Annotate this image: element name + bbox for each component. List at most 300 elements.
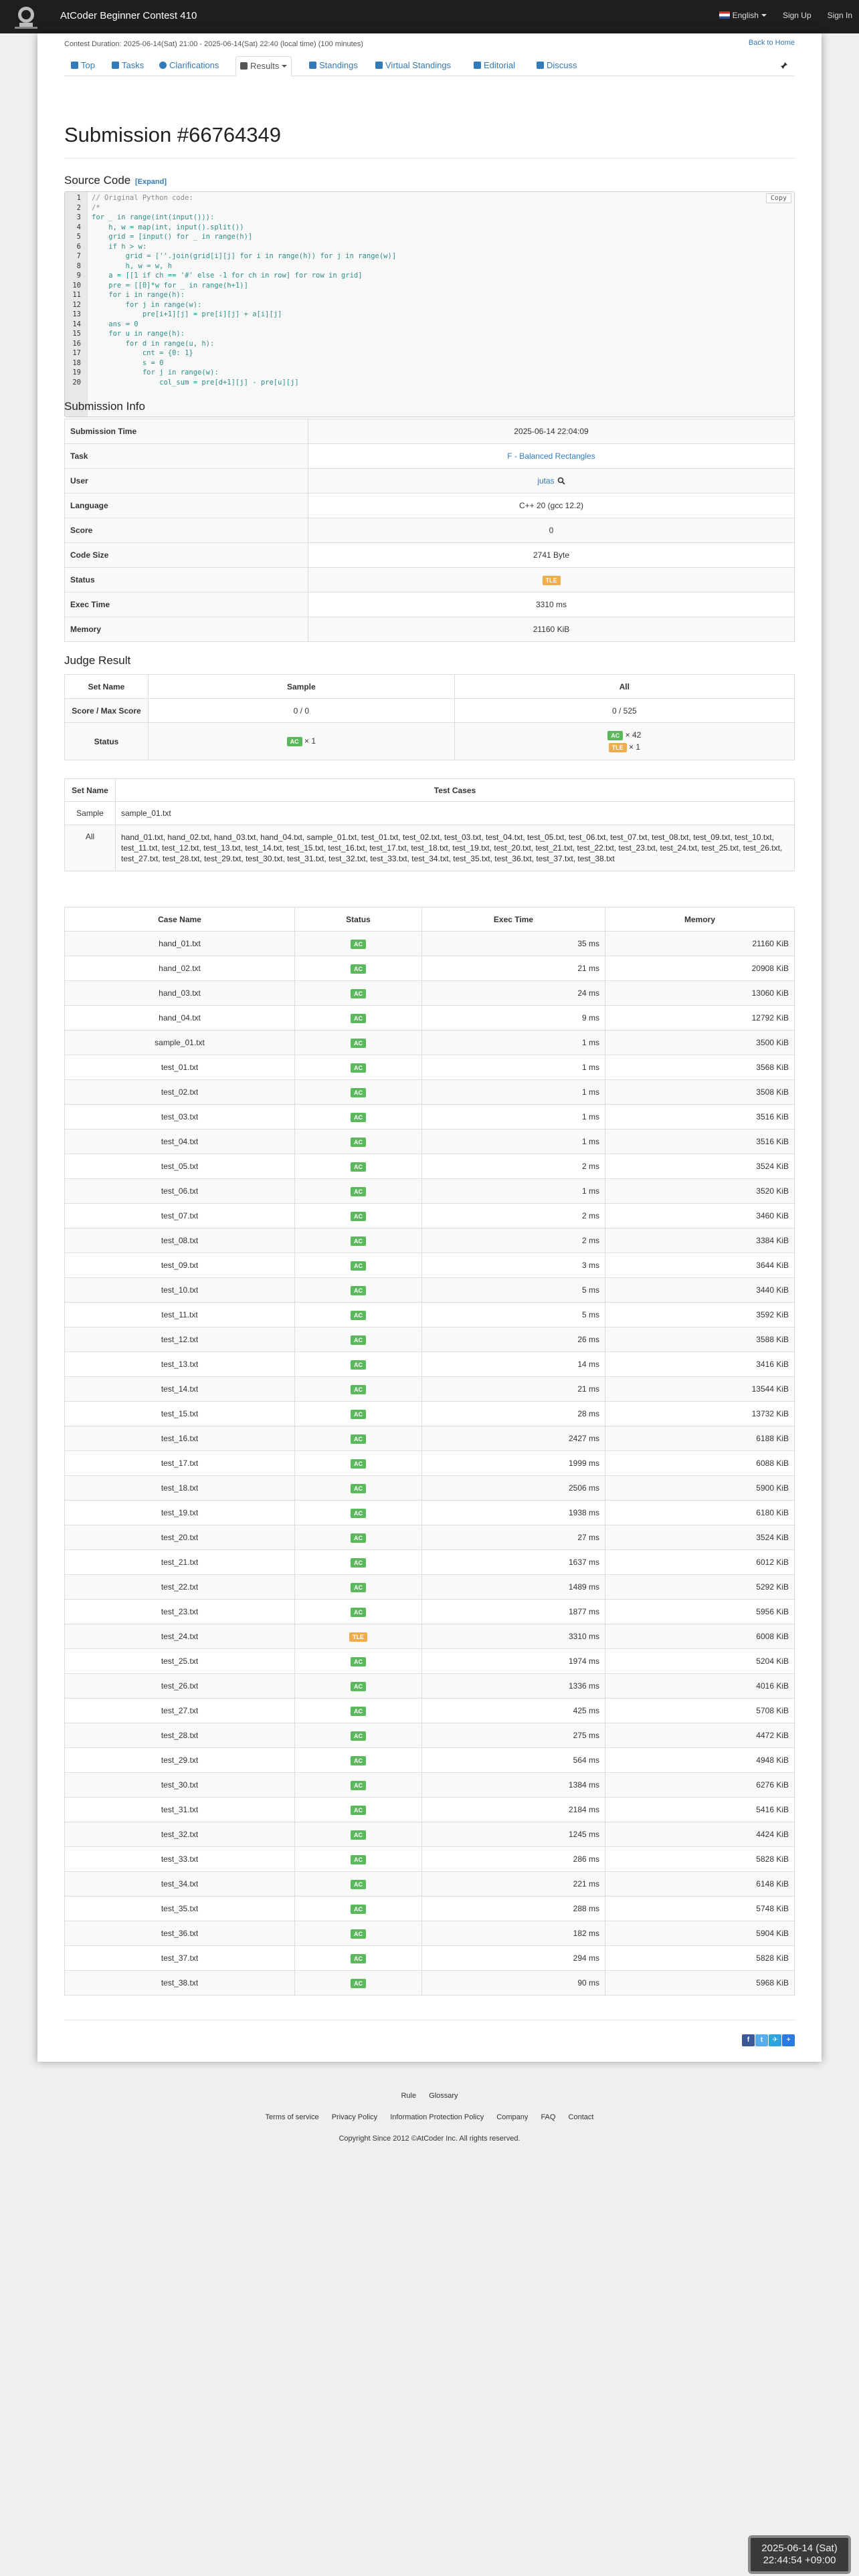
sample-status: AC × 1: [149, 723, 455, 760]
footer-faq-link[interactable]: FAQ: [541, 2113, 556, 2121]
user-link[interactable]: jutas: [537, 476, 555, 486]
footer-links-bottom: [0, 2113, 859, 2121]
case-exec-time: 2184 ms: [422, 1798, 605, 1822]
info-key: Score: [65, 518, 308, 543]
ac-badge: AC: [351, 1385, 366, 1394]
table-row: [65, 1575, 795, 1600]
line-number: 15: [72, 330, 81, 338]
case-status: [295, 1476, 422, 1501]
page-title: Submission #66764349: [64, 123, 282, 146]
case-status: [295, 981, 422, 1006]
task-link[interactable]: F - Balanced Rectangles: [507, 451, 595, 461]
footer-contact-link[interactable]: Contact: [568, 2113, 594, 2121]
table-row: [65, 1872, 795, 1897]
footer-terms-link[interactable]: Terms of service: [265, 2113, 319, 2121]
code-line: for u in range(h):: [92, 330, 185, 338]
ac-badge: AC: [351, 964, 366, 974]
line-number: 3: [76, 213, 81, 221]
info-key: Exec Time: [65, 593, 308, 617]
case-memory: 3520 KiB: [605, 1179, 795, 1204]
question-icon: [159, 62, 167, 69]
case-exec-time: 21 ms: [422, 1377, 605, 1402]
case-name: test_19.txt: [65, 1501, 295, 1525]
col-test-cases: Test Cases: [116, 779, 795, 802]
table-row: [65, 1946, 795, 1971]
case-status: [295, 1624, 422, 1649]
case-memory: 13544 KiB: [605, 1377, 795, 1402]
case-name: test_24.txt: [65, 1624, 295, 1649]
table-row: [65, 1624, 795, 1649]
case-memory: 3440 KiB: [605, 1278, 795, 1303]
home-icon: [71, 62, 78, 69]
line-number: 8: [76, 261, 81, 270]
case-name: test_37.txt: [65, 1946, 295, 1971]
col-sample: Sample: [149, 675, 455, 699]
case-name: test_13.txt: [65, 1352, 295, 1377]
footer-glossary-link[interactable]: Glossary: [429, 2092, 458, 2100]
table-row: [65, 1130, 795, 1154]
expand-link[interactable]: [Expand]: [134, 178, 167, 186]
info-key: User: [65, 469, 308, 494]
code-line: for j in range(w):: [92, 300, 202, 309]
case-status: [295, 1204, 422, 1228]
case-memory: 4424 KiB: [605, 1822, 795, 1847]
line-number: 13: [72, 310, 81, 318]
case-status: [295, 1525, 422, 1550]
case-status: [295, 1798, 422, 1822]
info-value: 2741 Byte: [308, 543, 795, 568]
ac-badge: AC: [351, 1162, 366, 1172]
case-name: test_20.txt: [65, 1525, 295, 1550]
case-exec-time: 1974 ms: [422, 1649, 605, 1674]
case-exec-time: 1637 ms: [422, 1550, 605, 1575]
code-line: for j in range(w):: [92, 368, 219, 377]
case-memory: 5904 KiB: [605, 1921, 795, 1946]
all-score: 0 / 525: [454, 699, 794, 723]
ac-badge: AC: [351, 1880, 366, 1889]
case-status: [295, 1699, 422, 1723]
case-name: hand_03.txt: [65, 981, 295, 1006]
case-name: test_03.txt: [65, 1105, 295, 1130]
set-name-all: All: [65, 825, 116, 871]
case-status: [295, 1228, 422, 1253]
case-exec-time: 14 ms: [422, 1352, 605, 1377]
case-exec-time: 35 ms: [422, 932, 605, 956]
table-row: [65, 1897, 795, 1921]
table-row: [65, 1327, 795, 1352]
case-name: test_23.txt: [65, 1600, 295, 1624]
line-number: 10: [72, 281, 81, 290]
source-code-block[interactable]: [64, 191, 795, 417]
case-exec-time: 3 ms: [422, 1253, 605, 1278]
table-row: [65, 1303, 795, 1327]
tab-clarifications[interactable]: Clarifications: [155, 56, 223, 76]
ac-badge: AC: [351, 1682, 366, 1691]
telegram-share-icon[interactable]: ✈: [769, 2034, 781, 2046]
case-memory: 5900 KiB: [605, 1476, 795, 1501]
clock-time: 22:44:54 +09:00: [763, 2555, 836, 2566]
case-status: [295, 1426, 422, 1451]
line-number: 16: [72, 339, 81, 348]
info-row: [65, 617, 795, 642]
case-name: test_06.txt: [65, 1179, 295, 1204]
case-name: test_32.txt: [65, 1822, 295, 1847]
judge-summary-table: [64, 674, 795, 760]
case-name: test_21.txt: [65, 1550, 295, 1575]
more-share-icon[interactable]: +: [782, 2034, 795, 2046]
table-row: [65, 932, 795, 956]
case-name: test_31.txt: [65, 1798, 295, 1822]
case-name: test_01.txt: [65, 1055, 295, 1080]
line-number: 9: [76, 272, 81, 280]
case-exec-time: 21 ms: [422, 956, 605, 981]
case-name: test_05.txt: [65, 1154, 295, 1179]
case-exec-time: 288 ms: [422, 1897, 605, 1921]
case-exec-time: 9 ms: [422, 1006, 605, 1031]
table-row: [65, 1822, 795, 1847]
ac-badge: AC: [351, 1261, 366, 1271]
case-memory: 13732 KiB: [605, 1402, 795, 1426]
case-exec-time: 221 ms: [422, 1872, 605, 1897]
test-sets-table: [64, 778, 795, 871]
contest-brand-link[interactable]: AtCoder Beginner Contest 410: [60, 10, 197, 21]
case-status: [295, 1031, 422, 1055]
col-case-name: Case Name: [65, 907, 295, 932]
table-row: [65, 1451, 795, 1476]
case-exec-time: 1336 ms: [422, 1674, 605, 1699]
info-key: Code Size: [65, 543, 308, 568]
tab-virtual-standings[interactable]: Virtual Standings: [371, 56, 455, 76]
judge-result-heading: Judge Result: [64, 654, 131, 667]
code-line: pre = [[0]*w for _ in range(h+1)]: [92, 281, 248, 290]
case-status: [295, 1402, 422, 1426]
ac-badge: AC: [351, 1558, 366, 1568]
atcoder-logo-icon[interactable]: [8, 3, 44, 31]
table-row: [65, 1253, 795, 1278]
case-exec-time: 1999 ms: [422, 1451, 605, 1476]
tle-badge: TLE: [543, 576, 561, 585]
case-memory: 13060 KiB: [605, 981, 795, 1006]
case-memory: 3416 KiB: [605, 1352, 795, 1377]
table-row: [65, 1550, 795, 1575]
line-number: 17: [72, 349, 81, 357]
line-number: 7: [76, 252, 81, 260]
case-exec-time: 1 ms: [422, 1031, 605, 1055]
ac-badge: AC: [351, 1335, 366, 1345]
ac-badge: AC: [607, 731, 623, 740]
case-exec-time: 275 ms: [422, 1723, 605, 1748]
col-exec-time: Exec Time: [422, 907, 605, 932]
case-exec-time: 2 ms: [422, 1204, 605, 1228]
info-key: Language: [65, 494, 308, 518]
case-name: test_25.txt: [65, 1649, 295, 1674]
ac-badge: AC: [351, 1360, 366, 1370]
case-status: [295, 1303, 422, 1327]
case-status: [295, 1377, 422, 1402]
case-name: test_26.txt: [65, 1674, 295, 1699]
case-status: [295, 1921, 422, 1946]
ac-badge: AC: [351, 1608, 366, 1617]
table-row: [65, 1649, 795, 1674]
case-exec-time: 1 ms: [422, 1179, 605, 1204]
tab-top[interactable]: Top: [67, 56, 99, 76]
table-row: [65, 1699, 795, 1723]
sort-icon: [375, 62, 383, 69]
tle-badge: TLE: [609, 743, 627, 752]
case-exec-time: 294 ms: [422, 1946, 605, 1971]
case-memory: 4472 KiB: [605, 1723, 795, 1748]
facebook-share-icon[interactable]: f: [742, 2034, 755, 2046]
case-exec-time: 1877 ms: [422, 1600, 605, 1624]
sample-score: 0 / 0: [149, 699, 455, 723]
tab-discuss[interactable]: Discuss: [533, 56, 581, 76]
list-icon: [240, 62, 248, 70]
info-row: [65, 543, 795, 568]
code-line: h, w = map(int, input().split()): [92, 223, 244, 231]
ac-badge: AC: [351, 1583, 366, 1592]
twitter-share-icon[interactable]: t: [755, 2034, 768, 2046]
table-row: [65, 1105, 795, 1130]
case-name: test_36.txt: [65, 1921, 295, 1946]
footer-company-link[interactable]: Company: [496, 2113, 529, 2121]
ac-badge: AC: [351, 1138, 366, 1147]
table-row: [65, 1055, 795, 1080]
footer-rule-link[interactable]: Rule: [401, 2092, 417, 2100]
line-number: 5: [76, 233, 81, 241]
ac-badge: AC: [351, 1014, 366, 1023]
tab-results[interactable]: Results: [235, 56, 292, 76]
info-row: [65, 469, 795, 494]
ac-badge: AC: [351, 1088, 366, 1097]
case-name: hand_04.txt: [65, 1006, 295, 1031]
case-memory: 6180 KiB: [605, 1501, 795, 1525]
case-memory: 3592 KiB: [605, 1303, 795, 1327]
case-exec-time: 2506 ms: [422, 1476, 605, 1501]
case-memory: 5956 KiB: [605, 1600, 795, 1624]
table-row: [65, 956, 795, 981]
case-exec-time: 1 ms: [422, 1130, 605, 1154]
language-label: English: [732, 11, 759, 20]
ac-badge: AC: [351, 1212, 366, 1221]
case-memory: 5292 KiB: [605, 1575, 795, 1600]
case-name: test_27.txt: [65, 1699, 295, 1723]
caret-down-icon: [761, 14, 767, 17]
code-line: a = [[1 if ch == '#' else -1 for ch in row] for row in grid]: [92, 272, 363, 280]
table-row: [65, 1847, 795, 1872]
info-row: [65, 444, 795, 469]
case-exec-time: 1 ms: [422, 1055, 605, 1080]
case-status: [295, 1649, 422, 1674]
source-code-heading: Source Code [Expand]: [64, 174, 167, 187]
ac-badge: AC: [351, 1286, 366, 1295]
info-key: Task: [65, 444, 308, 469]
line-number: 1: [76, 194, 81, 202]
list-icon: [112, 62, 119, 69]
case-name: sample_01.txt: [65, 1031, 295, 1055]
col-memory: Memory: [605, 907, 795, 932]
info-row: [65, 568, 795, 593]
case-name: hand_02.txt: [65, 956, 295, 981]
ac-badge: AC: [351, 989, 366, 998]
table-row: [65, 1204, 795, 1228]
case-exec-time: 24 ms: [422, 981, 605, 1006]
top-navbar: [0, 0, 859, 33]
info-value: [308, 568, 795, 593]
signup-link[interactable]: Sign Up: [782, 11, 812, 20]
case-exec-time: 1 ms: [422, 1080, 605, 1105]
case-name: test_38.txt: [65, 1971, 295, 1996]
table-row: [65, 1921, 795, 1946]
case-memory: 12792 KiB: [605, 1006, 795, 1031]
ac-badge: AC: [351, 1731, 366, 1741]
case-exec-time: 564 ms: [422, 1748, 605, 1773]
footer-info-protection-link[interactable]: Information Protection Policy: [390, 2113, 484, 2121]
case-memory: 6008 KiB: [605, 1624, 795, 1649]
case-exec-time: 5 ms: [422, 1303, 605, 1327]
col-status: Status: [295, 907, 422, 932]
case-status: [295, 1055, 422, 1080]
table-row: [65, 1278, 795, 1303]
case-status: [295, 1080, 422, 1105]
ac-badge: AC: [351, 1855, 366, 1864]
case-memory: 3524 KiB: [605, 1154, 795, 1179]
case-status: [295, 1352, 422, 1377]
footer-privacy-link[interactable]: Privacy Policy: [331, 2113, 378, 2121]
case-memory: 5748 KiB: [605, 1897, 795, 1921]
line-number: 12: [72, 300, 81, 309]
ac-badge: AC: [351, 1237, 366, 1246]
line-number: 20: [72, 378, 81, 387]
case-exec-time: 425 ms: [422, 1699, 605, 1723]
copy-button[interactable]: Copy: [766, 193, 791, 203]
ac-badge: AC: [351, 1979, 366, 1988]
line-number: 19: [72, 368, 81, 377]
language-dropdown[interactable]: [719, 11, 767, 20]
signin-link[interactable]: Sign In: [827, 11, 852, 20]
code-line: h, w = w, h: [92, 261, 173, 270]
share-buttons: [742, 2034, 795, 2046]
score-label: Score / Max Score: [65, 699, 149, 723]
case-name: test_16.txt: [65, 1426, 295, 1451]
case-status: [295, 1105, 422, 1130]
status-label: Status: [65, 723, 149, 760]
ac-badge: AC: [351, 1954, 366, 1963]
table-row: [65, 1080, 795, 1105]
tle-badge: TLE: [349, 1632, 367, 1642]
col-set-name: Set Name: [65, 779, 116, 802]
case-name: test_30.txt: [65, 1773, 295, 1798]
case-exec-time: 90 ms: [422, 1971, 605, 1996]
case-memory: 6276 KiB: [605, 1773, 795, 1798]
ac-badge: AC: [351, 1434, 366, 1444]
case-name: test_14.txt: [65, 1377, 295, 1402]
case-status: [295, 1327, 422, 1352]
info-value: [308, 469, 795, 494]
search-icon[interactable]: [557, 477, 565, 485]
case-name: test_09.txt: [65, 1253, 295, 1278]
case-status: [295, 1501, 422, 1525]
main-container: [37, 33, 822, 2062]
case-name: test_33.txt: [65, 1847, 295, 1872]
info-key: Status: [65, 568, 308, 593]
ac-badge: AC: [351, 1484, 366, 1493]
col-all: All: [454, 675, 794, 699]
case-memory: 3516 KiB: [605, 1105, 795, 1130]
case-status: [295, 1179, 422, 1204]
table-row: [65, 1426, 795, 1451]
tab-editorial[interactable]: Editorial: [470, 56, 519, 76]
table-row: [65, 1501, 795, 1525]
case-status: [295, 1674, 422, 1699]
line-number: 14: [72, 320, 81, 328]
case-exec-time: 1 ms: [422, 1105, 605, 1130]
ac-badge: AC: [351, 1756, 366, 1765]
case-name: test_04.txt: [65, 1130, 295, 1154]
pin-icon[interactable]: [780, 62, 788, 70]
case-memory: 3524 KiB: [605, 1525, 795, 1550]
table-row: [65, 1031, 795, 1055]
code-line: // Original Python code:: [92, 194, 193, 202]
ac-badge: AC: [351, 1063, 366, 1073]
case-name: test_08.txt: [65, 1228, 295, 1253]
ac-badge: AC: [351, 1039, 366, 1048]
case-memory: 5828 KiB: [605, 1946, 795, 1971]
caret-down-icon: [282, 65, 287, 68]
back-home-link[interactable]: Back to Home: [748, 39, 795, 47]
info-row: [65, 518, 795, 543]
case-name: test_35.txt: [65, 1897, 295, 1921]
tab-tasks[interactable]: Tasks: [108, 56, 148, 76]
case-exec-time: 3310 ms: [422, 1624, 605, 1649]
table-row: [65, 1674, 795, 1699]
ac-badge: AC: [351, 1905, 366, 1914]
contest-nav-tabs: [64, 56, 795, 76]
line-number: 11: [72, 291, 81, 299]
tab-standings[interactable]: Standings: [305, 56, 362, 76]
case-exec-time: 1245 ms: [422, 1822, 605, 1847]
table-row: [65, 1377, 795, 1402]
case-status: [295, 1847, 422, 1872]
ac-badge: AC: [351, 1509, 366, 1518]
ac-badge: AC: [351, 1410, 366, 1419]
table-row: [65, 1476, 795, 1501]
case-memory: 3568 KiB: [605, 1055, 795, 1080]
line-number: 2: [76, 203, 81, 212]
ac-badge: AC: [351, 1830, 366, 1840]
ac-badge: AC: [351, 1459, 366, 1469]
ac-badge: AC: [287, 737, 302, 746]
case-exec-time: 28 ms: [422, 1402, 605, 1426]
set-name-sample: Sample: [65, 802, 116, 825]
case-status: [295, 956, 422, 981]
table-row: [65, 1748, 795, 1773]
copyright-text: Copyright Since 2012 ©AtCoder Inc. All rights reserved.: [339, 2135, 520, 2143]
case-memory: 3384 KiB: [605, 1228, 795, 1253]
info-row: [65, 419, 795, 444]
case-status: [295, 1872, 422, 1897]
case-name: test_12.txt: [65, 1327, 295, 1352]
table-row: [65, 1402, 795, 1426]
case-memory: 6148 KiB: [605, 1872, 795, 1897]
ac-badge: AC: [351, 1533, 366, 1543]
info-row: [65, 593, 795, 617]
case-memory: 3644 KiB: [605, 1253, 795, 1278]
ac-badge: AC: [351, 1187, 366, 1196]
table-row: [65, 1352, 795, 1377]
table-row: [65, 1179, 795, 1204]
case-status: [295, 1748, 422, 1773]
submission-info-heading: Submission Info: [64, 400, 145, 413]
